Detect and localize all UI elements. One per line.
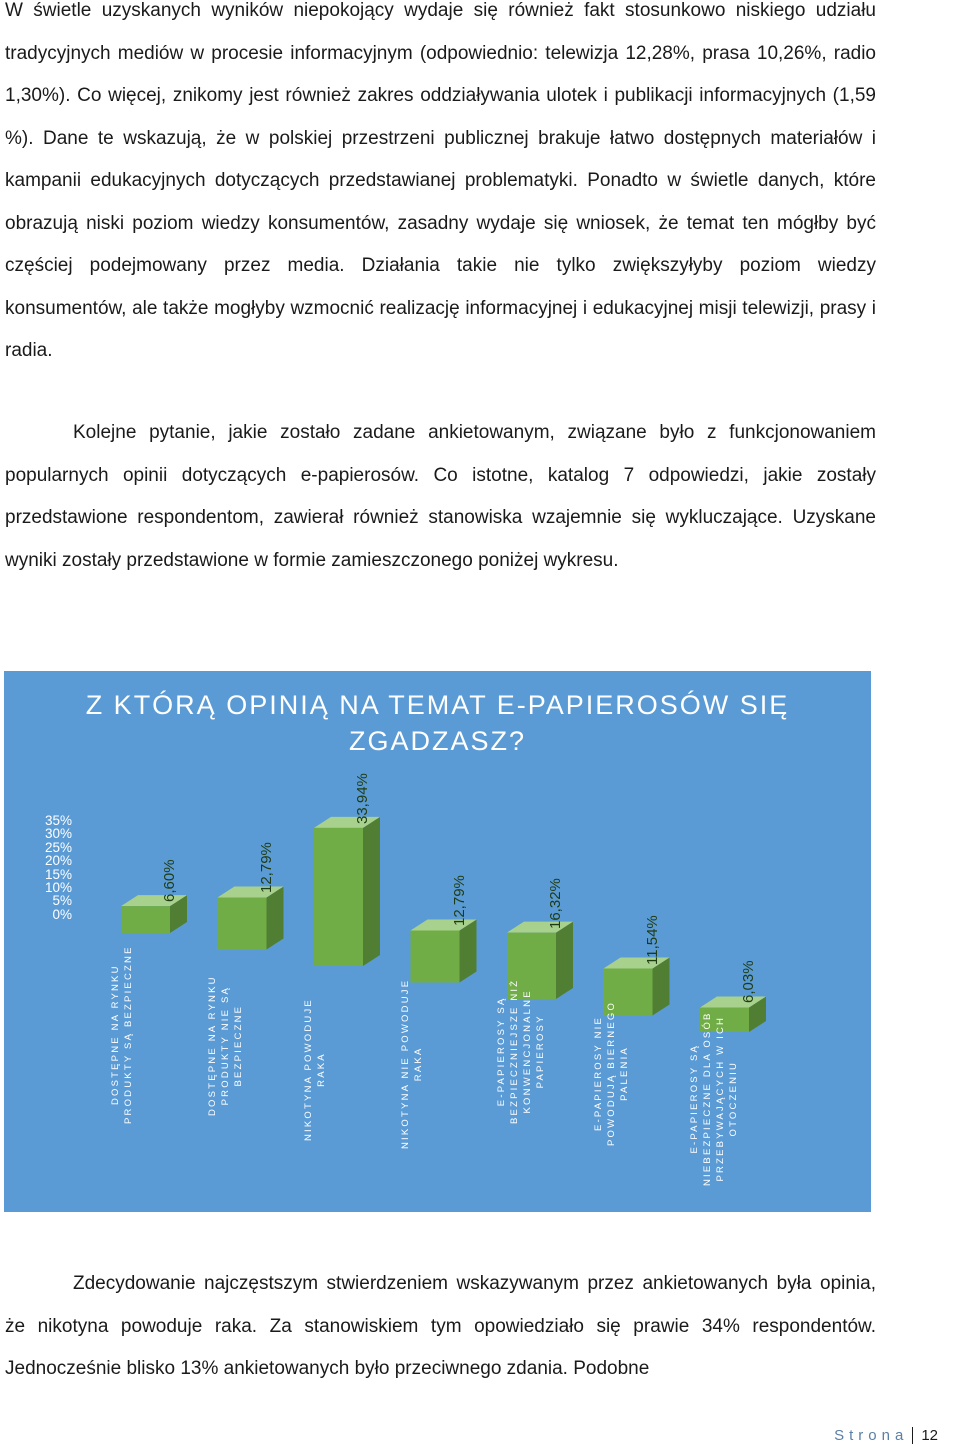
y-tick-label: 20% (44, 853, 72, 869)
category-label (399, 979, 425, 1149)
category-label-line: NIKOTYNA POWODUJE (303, 998, 314, 1141)
y-tick-label: 25% (44, 839, 72, 855)
chart-title (4, 687, 871, 759)
category-label-line: DOSTĘPNE NA RYNKU (110, 964, 121, 1106)
bar (121, 906, 170, 933)
category-label-line: E-PAPIEROSY SĄ (496, 996, 507, 1107)
bar-side (556, 922, 573, 999)
category-label (495, 979, 547, 1124)
paragraph-media (5, 0, 876, 373)
y-tick-label: 10% (44, 880, 72, 895)
category-label-line: RAKA (412, 1046, 424, 1082)
y-tick-label: 35% (44, 813, 72, 828)
bar-value-label: 6,03% (740, 960, 757, 1004)
category-label-line: NIEBEZPIECZNE DLA OSÓB (702, 1011, 713, 1186)
category-label (302, 998, 328, 1141)
category-label-line: BEZPIECZNIEJSZE NIŻ (509, 978, 520, 1124)
category-label (109, 945, 135, 1124)
paragraph-summary: Zdecydowanie najczęstszym stwierdzeniem wskazywanym przez ankietowanych była opinia, że nikotyna powoduje raka. Za stanowiskiem tym opowiedziało się prawie 34% respondentów. Jednocześnie blisko 13% ankietowanych było przeciwnego zdania. Podobne (5, 1273, 876, 1379)
bar-value-label: 12,79% (450, 875, 468, 927)
bar-value-label: 33,94% (354, 772, 371, 824)
category-label-line: PAPIEROSY (535, 1014, 546, 1089)
bar-side (363, 817, 380, 966)
category-label (688, 1011, 740, 1186)
category-label-line: DOSTĘPNE NA RYNKU (206, 975, 218, 1116)
bar (411, 930, 460, 982)
bar-value-label: 11,54% (643, 914, 661, 965)
y-tick-label: 0% (52, 906, 72, 922)
category-label-line: PRODUKTY SĄ BEZPIECZNE (123, 945, 134, 1124)
category-label-line: PALENIA (618, 1046, 630, 1101)
category-label-line: OTOCZENIU (728, 1060, 739, 1137)
chart-title-line1: Z KTÓRĄ OPINIĄ NA TEMAT E-PAPIEROSÓW SIĘ (85, 690, 790, 720)
chart-title-line2: ZGADZASZ? (348, 726, 527, 756)
category-label-line: KONWENCJONALNE (522, 989, 533, 1114)
bar-side (267, 886, 284, 949)
bar-value-label: 16,32% (547, 877, 564, 929)
bar-side (460, 919, 477, 982)
y-tick-label: 15% (44, 866, 72, 882)
category-label-line: NIKOTYNA NIE POWODUJE (399, 978, 411, 1149)
category-label-line: POWODUJĄ BIERNEGO (605, 1000, 617, 1146)
paragraph-media-part1: W świetle uzyskanych wyników niepokojący wydaje się również fakt stosunkowo niskiego udziału tradycyjnych mediów w procesie informacyjnym (odpowiednio: telewizja 12,28%, prasa 10,26%, radio 1,30%). Co więcej, znikomy jest również zakres oddziaływania ulotek i publikacji informacyjnych (1,59 %). Dane te wskazują, że w polskiej przestrzeni publicznej brakuje łatwo dostępnych materiałów i kampanii edukacyjnych dotyczących przedstawianej problematyki. (5, 0, 876, 191)
category-label (206, 975, 245, 1116)
category-label-line: PRODUKTY NIE SĄ (219, 985, 231, 1106)
bar (218, 897, 267, 949)
y-tick-label: 30% (44, 826, 72, 842)
page-footer (834, 1427, 938, 1444)
footer-label: Strona (834, 1427, 909, 1444)
category-label-line: E-PAPIEROSY SĄ (689, 1043, 700, 1154)
category-label-line: PRZEBYWAJĄCYCH W ICH (715, 1015, 726, 1182)
y-tick-label: 5% (52, 893, 72, 909)
opinion-bar-chart (4, 671, 871, 1212)
paragraph-question: Kolejne pytanie, jakie zostało zadane ankietowanym, związane było z funkcjonowaniem popularnych opinii dotyczących e-papierosów. Co istotne, katalog 7 odpowiedzi, jakie zostały przedstawione respondentom, zawierał również stanowiska wzajemnie się wykluczające. Uzyskane wyniki zostały przedstawione w formie zamieszczonego poniżej wykresu. (5, 422, 876, 571)
bar-value-label: 12,79% (257, 842, 275, 894)
bar (314, 828, 363, 966)
category-label-line: E-PAPIEROSY NIE (592, 1015, 604, 1131)
paragraph-media-part2: Ponadto w świetle danych, które obrazują niski poziom wiedzy konsumentów, zasadny wydaje się wniosek, że temat ten mógłby być częściej podejmowany przez media. Działania takie nie tylko zwiększyłyby poziom wiedzy konsumentów, ale także mogłyby wzmocnić realizację informacyjnej i edukacyjnej misji telewizji, prasy i radia. (5, 170, 876, 361)
category-label-line: BEZPIECZNE (232, 1004, 244, 1087)
category-label-line: RAKA (316, 1052, 327, 1087)
bar-value-label: 6,60% (161, 859, 178, 903)
category-label (592, 1001, 631, 1146)
page-number: 12 (912, 1427, 938, 1444)
